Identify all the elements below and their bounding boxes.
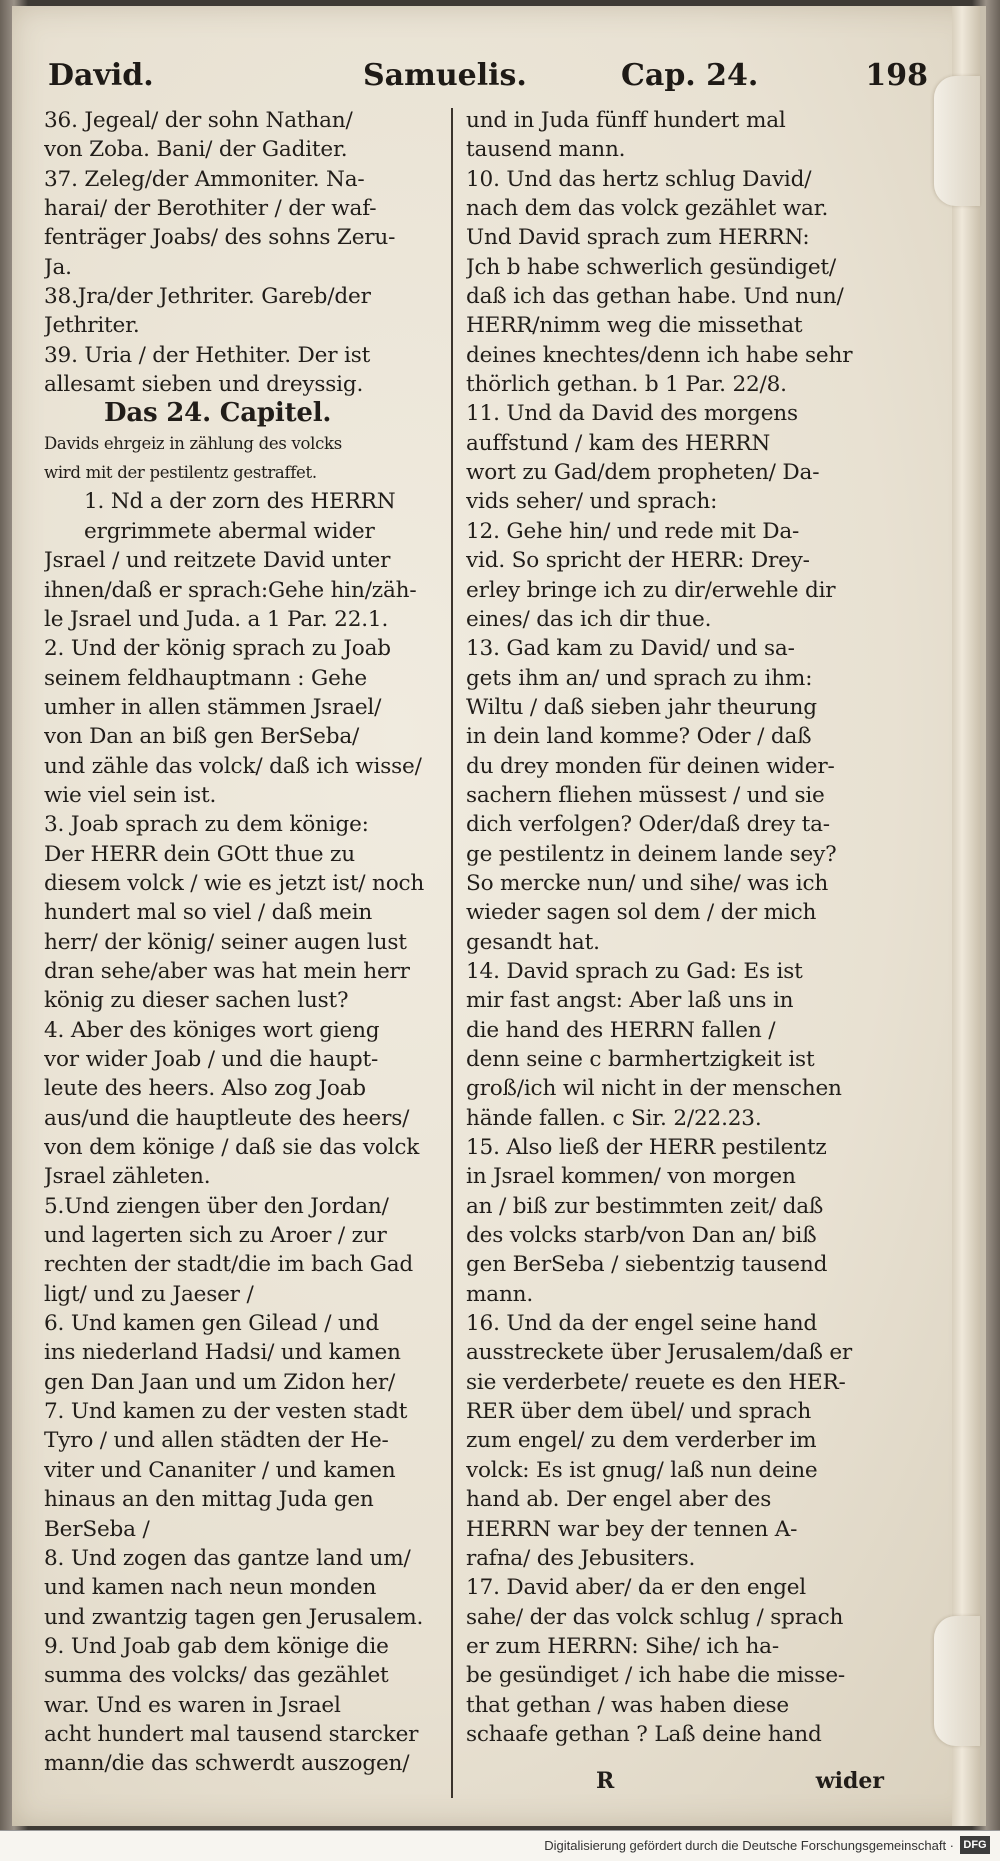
left-column-line: hinaus an den mittag Juda gen — [44, 1487, 374, 1513]
left-column-line: fenträger Joabs/ des sohns Zeru- — [44, 225, 396, 251]
right-column-line: sachern fliehen müssest / und sie — [466, 782, 825, 808]
chapter-heading: Das 24. Capitel. — [104, 399, 332, 429]
right-column-line: 15. Also ließ der HERR pestilentz — [466, 1135, 827, 1161]
right-column-line: dich verfolgen? Oder/daß drey ta- — [466, 812, 830, 838]
right-column-line: RER über dem übel/ und sprach — [466, 1399, 812, 1425]
right-column-line: 13. Gad kam zu David/ und sa- — [466, 636, 795, 662]
left-column-line: 2. Und der könig sprach zu Joab — [44, 636, 391, 662]
left-column-line: Tyro / und allen städten der He- — [44, 1428, 389, 1454]
right-column-line: HERRN war bey der tennen A- — [466, 1516, 798, 1542]
right-column-line: Und David sprach zum HERRN: — [466, 225, 810, 251]
right-column-line: in dein land komme? Oder / daß — [466, 724, 812, 750]
left-column-line: 8. Und zogen das gantze land um/ — [44, 1545, 411, 1571]
right-column-line: und in Juda fünff hundert mal — [466, 108, 786, 133]
left-column-line: Jsrael zähleten. — [44, 1164, 211, 1190]
right-column-line: thörlich gethan. b 1 Par. 22/8. — [466, 372, 787, 398]
right-column-line: So mercke nun/ und sihe/ was ich — [466, 870, 829, 896]
right-column-line: ausstreckete über Jerusalem/daß er — [466, 1340, 853, 1366]
left-column-line: le Jsrael und Juda. a 1 Par. 22.1. — [44, 606, 389, 632]
left-column-line: allesamt sieben und dreyssig. — [44, 372, 364, 398]
left-column-line: 6. Und kamen gen Gilead / und — [44, 1311, 379, 1337]
left-column-line: leute des heers. Also zog Joab — [44, 1076, 366, 1102]
header-book-title: Samuelis. — [363, 58, 527, 93]
left-column — [44, 106, 444, 1779]
left-column-line: 5.Und ziengen über den Jordan/ — [44, 1193, 389, 1219]
right-column-line: 14. David sprach zu Gad: Es ist — [466, 958, 803, 984]
signature-mark: R — [596, 1768, 615, 1794]
catchword-line — [466, 1768, 884, 1798]
right-column-line: wieder sagen sol dem / der mich — [466, 900, 817, 926]
right-column-line: gets ihm an/ und sprach zu ihm: — [466, 665, 813, 691]
left-column-line: könig zu dieser sachen lust? — [44, 988, 349, 1014]
right-column-line: hand ab. Der engel aber des — [466, 1487, 772, 1513]
left-column-line: hundert mal so viel / daß mein — [44, 900, 373, 926]
left-column-line: war. Und es waren in Jsrael — [44, 1692, 341, 1718]
right-column-line: gen BerSeba / siebentzig tausend — [466, 1252, 828, 1278]
right-column-line: sie verderbete/ reuete es den HER- — [466, 1369, 846, 1395]
left-column-line: 4. Aber des königes wort gieng — [44, 1017, 380, 1043]
right-column-line: 10. Und das hertz schlug David/ — [466, 166, 812, 192]
right-column-line: auffstund / kam des HERRN — [466, 430, 771, 456]
left-column-line: acht hundert mal tausend starcker — [44, 1721, 419, 1747]
left-column-line: von Zoba. Bani/ der Gaditer. — [44, 137, 348, 163]
left-column-line: und zwantzig tagen gen Jerusalem. — [44, 1604, 424, 1630]
left-column-line: vor wider Joab / und die haupt- — [44, 1047, 379, 1072]
right-column-line: mir fast angst: Aber laß uns in — [466, 988, 794, 1014]
thumb-tab-top — [934, 76, 980, 206]
left-column-line: Jsrael / und reitzete David unter — [44, 548, 391, 574]
left-column-line: umher in allen stämmen Jsrael/ — [44, 694, 382, 720]
right-column-line: sahe/ der das volck schlug / sprach — [466, 1604, 844, 1630]
first-verse-line: 1. Nd a der zorn des HERRN — [84, 489, 396, 515]
column-divider — [451, 108, 453, 1798]
left-column-line: und lagerten sich zu Aroer / zur — [44, 1223, 387, 1249]
header-chapter: Cap. 24. — [621, 58, 759, 93]
left-column-line: rechten der stadt/die im bach Gad — [44, 1252, 414, 1278]
right-column-line: be gesündiget / ich habe die misse- — [466, 1663, 845, 1689]
right-column-line: tausend mann. — [466, 137, 626, 163]
left-column-line: Ja. — [44, 254, 72, 280]
right-column — [466, 106, 884, 1749]
right-column-line: du drey monden für deinen wider- — [466, 753, 835, 779]
left-column-line: viter und Cananiter / und kamen — [44, 1457, 396, 1483]
right-column-line: die hand des HERRN fallen / — [466, 1017, 776, 1043]
right-column-line: volck: Es ist gnug/ laß nun deine — [466, 1457, 818, 1483]
right-column-line: that gethan / was haben diese — [466, 1692, 789, 1718]
right-column-line: 11. Und da David des morgens — [466, 401, 798, 427]
right-column-line: wort zu Gad/dem propheten/ Da- — [466, 460, 820, 486]
right-column-line: vids seher/ und sprach: — [466, 489, 718, 515]
right-column-line: in Jsrael kommen/ von morgen — [466, 1164, 796, 1190]
left-column-line: ligt/ und zu Jaeser / — [44, 1281, 254, 1307]
thumb-tab-bottom — [934, 1616, 980, 1746]
left-column-line: dran sehe/aber was hat mein herr — [44, 958, 410, 984]
right-column-line: Wiltu / daß sieben jahr theurung — [466, 694, 817, 720]
chapter-summary-line: wird mit der pestilentz gestraffet. — [44, 463, 317, 483]
right-column-line: rafna/ des Jebusiters. — [466, 1545, 696, 1571]
right-column-line: Jch b habe schwerlich gesündiget/ — [466, 254, 836, 280]
left-column-line: von Dan an biß gen BerSeba/ — [44, 724, 360, 750]
footer-credit: Digitalisierung gefördert durch die Deutsche Forschungsgemeinschaft · — [544, 1838, 954, 1853]
left-column-line: 39. Uria / der Hethiter. Der ist — [44, 342, 371, 368]
right-column-line: des volcks starb/von Dan an/ biß — [466, 1223, 817, 1249]
dfg-logo: DFG — [960, 1836, 990, 1854]
right-column-line: nach dem das volck gezählet war. — [466, 196, 829, 222]
right-column-line: hände fallen. c Sir. 2/22.23. — [466, 1105, 762, 1131]
right-column-line: er zum HERRN: Sihe/ ich ha- — [466, 1633, 779, 1659]
right-column-line: mann. — [466, 1281, 534, 1307]
header-left: David. — [48, 58, 154, 93]
running-header — [48, 58, 928, 106]
right-column-line: 12. Gehe hin/ und rede mit Da- — [466, 518, 800, 544]
left-column-line: mann/die das schwerdt auszogen/ — [44, 1751, 410, 1777]
left-column-line: und kamen nach neun monden — [44, 1575, 377, 1601]
left-column-line: summa des volcks/ das gezählet — [44, 1663, 389, 1689]
left-column-line: 7. Und kamen zu der vesten stadt — [44, 1399, 408, 1425]
left-column-line: 36. Jegeal/ der sohn Nathan/ — [44, 108, 353, 133]
left-column-line: 3. Joab sprach zu dem könige: — [44, 812, 369, 838]
left-column-line: BerSeba / — [44, 1516, 150, 1542]
digitization-footer — [0, 1830, 1000, 1861]
left-column-line: diesem volck / wie es jetzt ist/ noch — [44, 870, 425, 896]
right-column-line: erley bringe ich zu dir/erwehle dir — [466, 577, 836, 603]
right-column-line: gesandt hat. — [466, 929, 600, 955]
right-column-line: ge pestilentz in deinem lande sey? — [466, 841, 837, 867]
page-number: 198 — [865, 58, 928, 93]
right-column-line: 17. David aber/ da er den engel — [466, 1575, 807, 1601]
left-column-line: ihnen/daß er sprach:Gehe hin/zäh- — [44, 577, 417, 603]
right-column-line: denn seine c barmhertzigkeit ist — [466, 1047, 815, 1072]
chapter-summary-line: Davids ehrgeiz in zählung des volcks — [44, 433, 342, 453]
left-column-line: wie viel sein ist. — [44, 782, 217, 808]
catchword: wider — [815, 1768, 884, 1794]
right-column-line: eines/ das ich dir thue. — [466, 606, 712, 632]
left-column-line: Jethriter. — [44, 313, 140, 339]
left-column-line: und zähle das volck/ daß ich wisse/ — [44, 753, 422, 779]
left-column-line: 37. Zeleg/der Ammoniter. Na- — [44, 166, 365, 192]
right-column-line: deines knechtes/denn ich habe sehr — [466, 342, 853, 368]
left-column-line: gen Dan Jaan und um Zidon her/ — [44, 1369, 396, 1395]
left-column-line: aus/und die hauptleute des heers/ — [44, 1105, 410, 1131]
right-column-line: vid. So spricht der HERR: Drey- — [466, 548, 810, 574]
right-column-line: groß/ich wil nicht in der menschen — [466, 1076, 842, 1102]
right-column-line: daß ich das gethan habe. Und nun/ — [466, 284, 844, 310]
page-edge — [952, 6, 980, 1826]
left-column-line: ergrimmete abermal wider — [84, 518, 375, 544]
right-column-line: zum engel/ zu dem verderber im — [466, 1428, 817, 1454]
left-column-line: Der HERR dein GOtt thue zu — [44, 841, 355, 867]
right-column-line: 16. Und da der engel seine hand — [466, 1311, 818, 1337]
right-column-line: schaafe gethan ? Laß deine hand — [466, 1721, 822, 1747]
left-column-line: von dem könige / daß sie das volck — [44, 1135, 420, 1161]
right-column-line: HERR/nimm weg die missethat — [466, 313, 803, 339]
right-column-line: an / biß zur bestimmten zeit/ daß — [466, 1193, 824, 1219]
left-column-line: 9. Und Joab gab dem könige die — [44, 1633, 389, 1659]
left-column-line: herr/ der könig/ seiner augen lust — [44, 929, 407, 955]
left-column-line: ins niederland Hadsi/ und kamen — [44, 1340, 401, 1366]
left-column-line: 38.Jra/der Jethriter. Gareb/der — [44, 284, 371, 310]
left-column-line: seinem feldhauptmann : Gehe — [44, 665, 367, 691]
left-column-line: harai/ der Berothiter / der waf- — [44, 196, 377, 222]
